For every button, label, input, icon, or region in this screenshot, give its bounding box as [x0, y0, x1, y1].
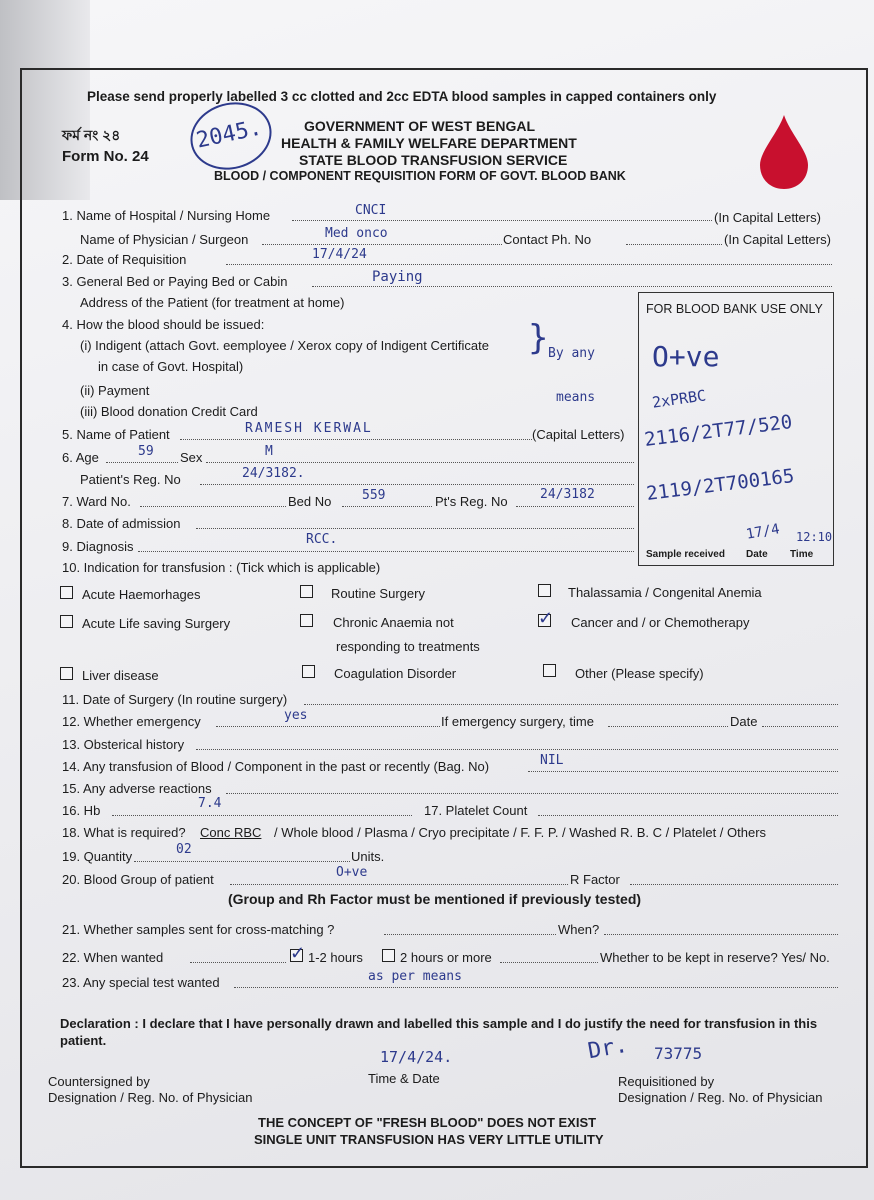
- requisitioned-label: Requisitioned by: [618, 1074, 715, 1089]
- label-acute-life: Acute Life saving Surgery: [82, 616, 231, 631]
- admission-line: [196, 527, 634, 529]
- issue-option-payment: (ii) Payment: [80, 383, 150, 398]
- adverse-label: 15. Any adverse reactions: [62, 781, 212, 796]
- bank-sample-received: Sample received: [646, 549, 725, 560]
- time-date-value: 17/4/24.: [380, 1048, 453, 1066]
- when-wanted-line-2: [500, 961, 598, 963]
- blood-group-line: [230, 883, 568, 885]
- header-line-1: GOVERNMENT OF WEST BENGAL: [304, 118, 535, 134]
- patient-reg-value: 24/3182.: [242, 466, 305, 481]
- ward-line: [140, 505, 286, 507]
- required-label: 18. What is required?: [62, 825, 186, 840]
- group-note: (Group and Rh Factor must be mentioned if previously tested): [228, 891, 642, 907]
- contact-label: Contact Ph. No: [503, 232, 592, 247]
- blood-group-value: O+ve: [336, 865, 368, 880]
- special-test-value: as per means: [368, 969, 462, 984]
- cross-match-when: When?: [558, 922, 600, 937]
- patient-name-suffix: (Capital Letters): [532, 427, 625, 442]
- special-test-label: 23. Any special test wanted: [62, 975, 220, 990]
- designation-left: Designation / Reg. No. of Physician: [48, 1090, 253, 1105]
- hb-label: 16. Hb: [62, 803, 101, 818]
- physician-line: [262, 243, 502, 245]
- bank-date-label: Date: [746, 549, 768, 560]
- form-no: Form No. 24: [62, 148, 149, 165]
- label-2-hours-more: 2 hours or more: [400, 950, 492, 965]
- label-chronic-1: Chronic Anaemia not: [333, 615, 454, 630]
- patient-reg-label: Patient's Reg. No: [80, 472, 181, 487]
- emergency-label: 12. Whether emergency: [62, 714, 201, 729]
- bank-hand-bag2: 2119/2T700165: [645, 465, 796, 505]
- issue-option-indigent-2: in case of Govt. Hospital): [98, 359, 244, 374]
- label-other: Other (Please specify): [575, 666, 704, 681]
- sex-line: [206, 461, 634, 463]
- requisition-date-label: 2. Date of Requisition: [62, 252, 187, 267]
- admission-label: 8. Date of admission: [62, 516, 181, 531]
- issue-hand-2: means: [556, 390, 596, 405]
- checkbox-routine[interactable]: [300, 585, 313, 598]
- physician-value: Med onco: [325, 226, 388, 241]
- cross-match-when-line: [604, 933, 838, 935]
- footer-line-1: THE CONCEPT OF "FRESH BLOOD" DOES NOT EXIST: [258, 1115, 597, 1130]
- surgery-date-line: [304, 703, 838, 705]
- physician-label: Name of Physician / Surgeon: [80, 232, 249, 247]
- checkbox-coag[interactable]: [302, 665, 315, 678]
- label-coag: Coagulation Disorder: [334, 666, 457, 681]
- quantity-value: 02: [176, 842, 192, 857]
- emergency-line: [216, 725, 440, 727]
- label-cancer: Cancer and / or Chemotherapy: [571, 615, 750, 630]
- bank-hand-group: O+ve: [652, 340, 720, 373]
- hospital-label: 1. Name of Hospital / Nursing Home: [62, 208, 271, 223]
- special-test-line: [234, 986, 838, 988]
- emergency-value: yes: [284, 708, 308, 723]
- surgery-date-label: 11. Date of Surgery (In routine surgery): [62, 692, 288, 707]
- header-line-3: STATE BLOOD TRANSFUSION SERVICE: [299, 152, 568, 168]
- age-value: 59: [138, 444, 154, 459]
- age-label: 6. Age: [62, 450, 99, 465]
- checkbox-chronic[interactable]: [300, 614, 313, 627]
- checkbox-acute-haem[interactable]: [60, 586, 73, 599]
- obstetrical-label: 13. Obsterical history: [62, 737, 185, 752]
- pt-reg-line: [516, 505, 634, 507]
- declaration: Declaration : I declare that I have personally drawn and labelled this sample and I do justify the need for transfusion in this patient.: [60, 1016, 818, 1048]
- footer-line-2: SINGLE UNIT TRANSFUSION HAS VERY LITTLE UTILITY: [254, 1132, 604, 1147]
- adverse-line: [226, 792, 838, 794]
- r-factor-label: R Factor: [570, 872, 620, 887]
- bed-value: 559: [362, 488, 386, 503]
- patient-name-value: RAMESH KERWAL: [245, 421, 373, 436]
- label-thal: Thalassamia / Congenital Anemia: [568, 585, 762, 600]
- requisition-date-value: 17/4/24: [312, 247, 367, 262]
- hand-form-number: 2045.: [194, 115, 265, 154]
- checkbox-2-hours-more[interactable]: [382, 949, 395, 962]
- bank-hand-time: 12:10: [796, 530, 833, 544]
- bank-hand-bag1: 2116/2T77/520: [643, 411, 794, 451]
- form-no-bengali: ফর্ম নং ২৪: [62, 127, 121, 143]
- requisition-date-line: [226, 263, 832, 265]
- past-transfusion-label: 14. Any transfusion of Blood / Component in the past or recently (Bag. No): [62, 759, 490, 774]
- checkbox-1-2-hours[interactable]: [290, 949, 303, 962]
- issue-option-indigent: (i) Indigent (attach Govt. eemployee / Xerox copy of Indigent Certificate: [80, 338, 489, 353]
- sex-value: M: [265, 444, 273, 459]
- hand-brace: }: [528, 318, 549, 358]
- bed-label: Bed No: [288, 494, 332, 509]
- checkbox-acute-life[interactable]: [60, 615, 73, 628]
- checkbox-thal[interactable]: [538, 584, 551, 597]
- designation-right: Designation / Reg. No. of Physician: [618, 1090, 823, 1105]
- sex-label: Sex: [180, 450, 203, 465]
- patient-name-line: [180, 438, 532, 440]
- hospital-value: CNCI: [355, 203, 387, 218]
- past-transfusion-line: [528, 770, 838, 772]
- checkbox-other[interactable]: [543, 664, 556, 677]
- quantity-label: 19. Quantity: [62, 849, 133, 864]
- label-liver: Liver disease: [82, 668, 159, 683]
- ward-label: 7. Ward No.: [62, 494, 131, 509]
- checkbox-liver[interactable]: [60, 667, 73, 680]
- platelet-label: 17. Platelet Count: [424, 803, 528, 818]
- emergency-time-line: [608, 725, 728, 727]
- diagnosis-value: RCC.: [306, 532, 338, 547]
- header-line-2: HEALTH & FAMILY WELFARE DEPARTMENT: [281, 135, 577, 151]
- patient-reg-line: [200, 483, 634, 485]
- age-line: [106, 461, 178, 463]
- label-1-2-hours: 1-2 hours: [308, 950, 363, 965]
- bed-type-line: [312, 285, 832, 287]
- bank-box-title: FOR BLOOD BANK USE ONLY: [646, 302, 823, 316]
- issue-hand-1: By any: [548, 346, 595, 361]
- bed-type-value: Paying: [372, 269, 423, 285]
- required-conc-rbc: Conc RBC: [200, 825, 262, 840]
- indication-label: 10. Indication for transfusion : (Tick which is applicable): [62, 560, 381, 575]
- quantity-units: Units.: [351, 849, 385, 864]
- hospital-line: [292, 219, 712, 221]
- physician-suffix: (In Capital Letters): [724, 232, 831, 247]
- r-factor-line: [630, 883, 838, 885]
- checkbox-cancer[interactable]: [538, 614, 551, 627]
- blood-drop-icon: [756, 113, 812, 191]
- emergency-date-line: [762, 725, 838, 727]
- address-label: Address of the Patient (for treatment at home): [80, 295, 345, 310]
- bank-hand-date: 17/4: [744, 521, 781, 543]
- patient-name-label: 5. Name of Patient: [62, 427, 170, 442]
- bed-type-label: 3. General Bed or Paying Bed or Cabin: [62, 274, 288, 289]
- blood-group-label: 20. Blood Group of patient: [62, 872, 214, 887]
- diagnosis-label: 9. Diagnosis: [62, 539, 134, 554]
- hb-value: 7.4: [198, 796, 222, 811]
- bank-time-label: Time: [790, 549, 814, 560]
- countersigned-label: Countersigned by: [48, 1074, 150, 1089]
- hospital-suffix: (In Capital Letters): [714, 210, 821, 225]
- issue-label: 4. How the blood should be issued:: [62, 317, 265, 332]
- pt-reg-value: 24/3182: [540, 487, 595, 502]
- label-acute-haem: Acute Haemorhages: [82, 587, 201, 602]
- platelet-line: [538, 814, 838, 816]
- obstetrical-line: [196, 748, 838, 750]
- when-wanted-line: [190, 961, 286, 963]
- issue-option-credit: (iii) Blood donation Credit Card: [80, 404, 258, 419]
- contact-line: [626, 243, 722, 245]
- emergency-time-label: If emergency surgery, time: [441, 714, 594, 729]
- physician-signature: Dr.: [586, 1032, 630, 1065]
- bed-line: [342, 505, 432, 507]
- when-wanted-label: 22. When wanted: [62, 950, 164, 965]
- cross-match-line: [384, 933, 556, 935]
- cross-match-label: 21. Whether samples sent for cross-matching ?: [62, 922, 335, 937]
- bank-hand-units: 2xPRBC: [651, 386, 708, 412]
- emergency-date-label: Date: [730, 714, 758, 729]
- header-line-4: BLOOD / COMPONENT REQUISITION FORM OF GOVT. BLOOD BANK: [214, 169, 626, 183]
- label-chronic-2: responding to treatments: [336, 639, 480, 654]
- past-transfusion-value: NIL: [540, 753, 564, 768]
- hb-line: [112, 814, 412, 816]
- diagnosis-line: [138, 550, 634, 552]
- label-routine: Routine Surgery: [331, 586, 425, 601]
- time-date-label: Time & Date: [368, 1071, 440, 1086]
- pt-reg-label: Pt's Reg. No: [435, 494, 508, 509]
- physician-reg-value: 73775: [654, 1044, 703, 1063]
- reserve-label: Whether to be kept in reserve? Yes/ No.: [600, 950, 830, 965]
- top-note: Please send properly labelled 3 cc clotted and 2cc EDTA blood samples in capped containers only: [87, 89, 717, 104]
- required-options: / Whole blood / Plasma / Cryo precipitate / F. F. P. / Washed R. B. C / Platelet / Others: [274, 825, 767, 840]
- quantity-line: [134, 860, 350, 862]
